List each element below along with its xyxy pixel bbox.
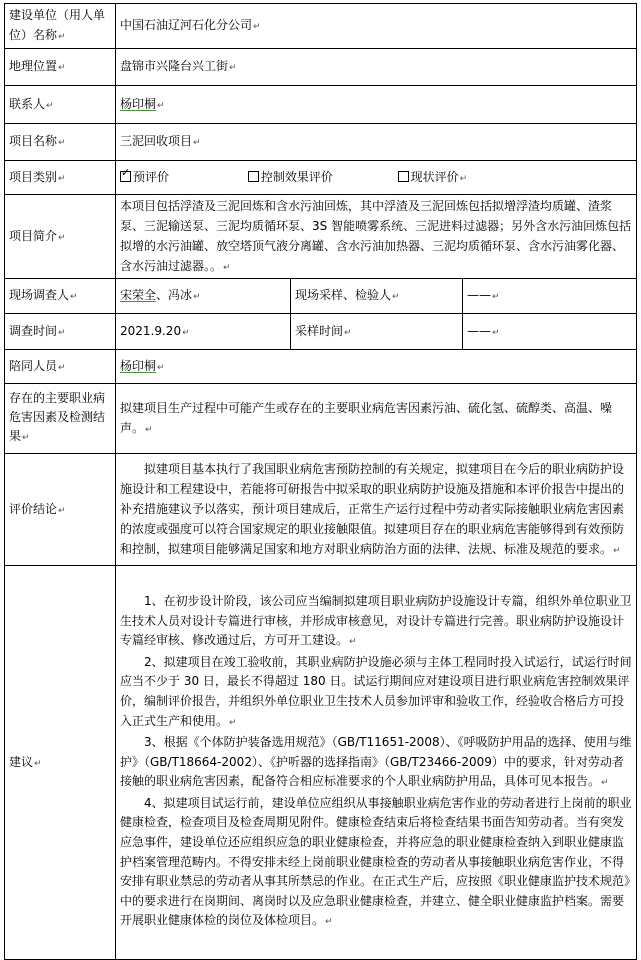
row-unit bbox=[5, 4, 637, 49]
value-project-name: 三泥回收项目↵ bbox=[116, 124, 637, 161]
value-project-type bbox=[116, 161, 637, 195]
value-field-investigator: 宋荣全、冯冰↵ bbox=[116, 279, 291, 314]
value-sampling-person: ——↵ bbox=[463, 279, 637, 314]
value-unit: 中国石油辽河石化分公司↵ bbox=[116, 4, 637, 49]
suggestion-item: 3、根据《个体防护装备选用规范》（GB/T11651-2008）、《呼吸防护用品的选择、使用与维护》（GB/T18664-2002）、《护听器的选择指南》（GB/T23466-2009）中的要求，针对劳动者接触的职业病危害因素，配备符合相应标准要求的个人职业病防护用品，具体可见本报告。↵ bbox=[120, 735, 632, 789]
option-control-effect[interactable]: 控制效果评价 bbox=[248, 167, 394, 187]
value-project-intro: 本项目包括浮渣及三泥回炼和含水污油回炼，其中浮渣及三泥回炼包括拟增浮渣均质罐、渣浆泵、三泥输送泵、三泥均质循环泵、3S 智能喷雾系统、三泥进料过滤器；另外含水污油回炼包括拟增的水污油罐、放空塔顶气液分离罐、含水污油加热器、三泥均质循环泵、含水污油雾化器、含水污油过滤器。。↵ bbox=[116, 195, 637, 279]
label-conclusion: 评价结论↵ bbox=[5, 454, 116, 566]
row-suggestion bbox=[5, 566, 637, 960]
checkbox-status-evaluation[interactable] bbox=[398, 171, 409, 182]
suggestion-item: 4、拟建项目试运行前，建设单位应组织从事接触职业病危害作业的劳动者进行上岗前的职业健康检查，检查项目及检查周期见附件。健康检查结束后将检查结果书面告知劳动者。当有突发应急事件，建设单位还应组织应急的职业健康检查，并将应急的职业健康检查纳入到职业健康监护档案管理范畴内。不得安排未经上岗前职业健康检查的劳动者从事接触职业病危害作业，不得安排有职业禁忌的劳动者从事其所禁忌的作业。在正式生产后，应按照《职业健康监护技术规范》中的要求进行在岗期间、离岗时以及应急职业健康检查，并建立、健全职业健康监护档案。需要开展职业健康体检的岗位及体检项目。↵ bbox=[120, 795, 632, 928]
row-project-name bbox=[5, 124, 637, 161]
value-location: 盘锦市兴隆台兴工街↵ bbox=[116, 49, 637, 86]
row-project-intro bbox=[5, 195, 637, 279]
row-investigators bbox=[5, 279, 637, 314]
row-location bbox=[5, 49, 637, 86]
value-suggestion bbox=[116, 566, 637, 960]
row-hazards bbox=[5, 384, 637, 454]
value-survey-time: 2021.9.20↵ bbox=[116, 314, 291, 350]
label-project-type: 项目类别↵ bbox=[5, 161, 116, 195]
label-companion: 陪同人员↵ bbox=[5, 350, 116, 384]
option-pre-evaluation[interactable]: ✓ 预评价 bbox=[120, 167, 244, 187]
row-companion bbox=[5, 350, 637, 384]
label-hazards: 存在的主要职业病危害因素及检测结果↵ bbox=[5, 384, 116, 454]
value-contact: 杨印桐↵ bbox=[116, 86, 637, 124]
value-sampling-time: ——↵ bbox=[463, 314, 637, 350]
label-sampling-person: 现场采样、检验人↵ bbox=[291, 279, 463, 314]
suggestion-item: 1、在初步设计阶段，该公司应当编制拟建项目职业病防护设施设计专篇，组织外单位职业卫生技术人员对设计专篇进行审核，并形成审核意见，对设计专篇进行完善。职业病防护设施设计专篇经审核、修改通过后，方可开工建设。↵ bbox=[120, 593, 632, 648]
label-project-name: 项目名称↵ bbox=[5, 124, 116, 161]
label-contact: 联系人↵ bbox=[5, 86, 116, 124]
project-info-table bbox=[4, 3, 637, 960]
label-field-investigator: 现场调查人↵ bbox=[5, 279, 116, 314]
suggestion-item: 2、拟建项目在竣工验收前，其职业病防护设施必须与主体工程同时投入试运行，试运行时间应当不少于 30 日，最长不得超过 180 日。试运行期间应对建设项目进行职业病危害控制效果评价，编制评价报告，并组织外单位职业卫生技术人员参加评审和验收工作，经验收合格后方可投入正式生产和使用。↵ bbox=[120, 654, 632, 728]
label-survey-time: 调查时间↵ bbox=[5, 314, 116, 350]
row-times bbox=[5, 314, 637, 350]
label-project-intro: 项目简介↵ bbox=[5, 195, 116, 279]
value-hazards: 拟建项目生产过程中可能产生或存在的主要职业病危害因素污油、硫化氢、硫醇类、高温、噪声。↵ bbox=[116, 384, 637, 454]
label-unit: 建设单位（用人单位）名称↵ bbox=[5, 4, 116, 49]
row-project-type bbox=[5, 161, 637, 195]
value-companion: 杨印桐↵ bbox=[116, 350, 637, 384]
option-status-evaluation[interactable]: 现状评价↵ bbox=[398, 167, 468, 189]
label-location: 地理位置↵ bbox=[5, 49, 116, 86]
label-sampling-time: 采样时间↵ bbox=[291, 314, 463, 350]
row-conclusion bbox=[5, 454, 637, 566]
checkbox-pre-evaluation[interactable] bbox=[120, 171, 131, 182]
value-conclusion: 拟建项目基本执行了我国职业病危害预防控制的有关规定，拟建项目在今后的职业病防护设施设计和工程建设中，若能将可研报告中拟采取的职业病防护设施及措施和本评价报告中提出的补充措施建议予以落实，预计项目建成后，正常生产运行过程中劳动者实际接触职业病危害因素的浓度或强度可以符合国家规定的职业接触限值。拟建项目存在的职业病危害能够得到有效预防和控制，拟建项目能够满足国家和地方对职业病防治方面的法律、法规、标准及规范的要求。↵ bbox=[116, 454, 637, 566]
checkbox-control-effect[interactable] bbox=[248, 171, 259, 182]
row-contact bbox=[5, 86, 637, 124]
label-suggestion: 建议↵ bbox=[5, 566, 116, 960]
